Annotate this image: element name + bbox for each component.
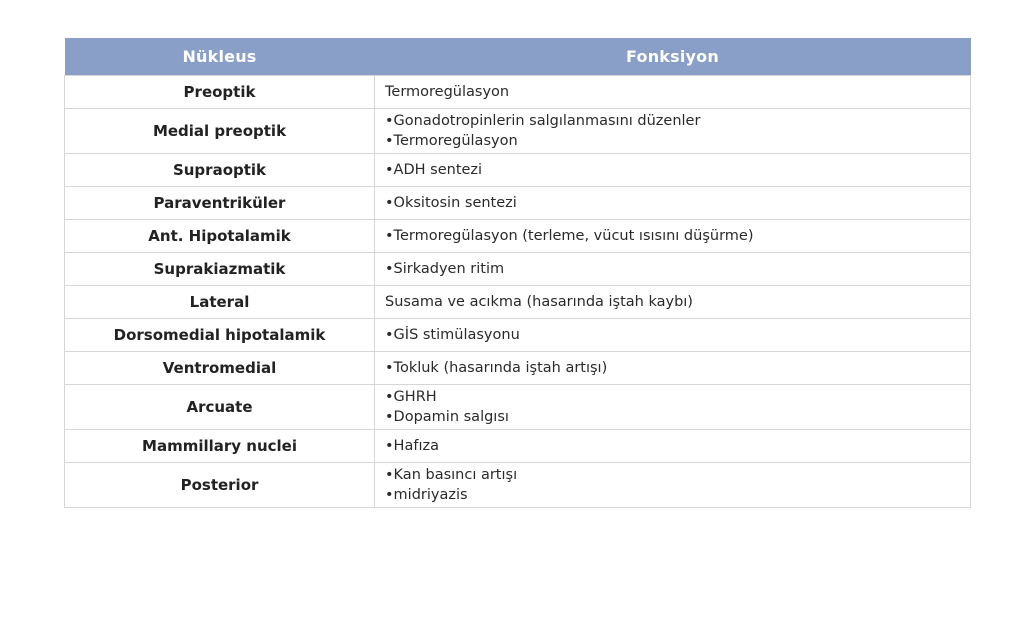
table-row [65, 187, 971, 220]
nucleus-function [375, 352, 971, 385]
function-line: •ADH sentezi [385, 162, 483, 178]
nucleus-function [375, 286, 971, 319]
header-row [65, 38, 971, 76]
header-nucleus: Nükleus [65, 38, 375, 76]
nucleus-name: Preoptik [65, 76, 375, 109]
table-row [65, 253, 971, 286]
nucleus-function [375, 154, 971, 187]
table-row [65, 385, 971, 430]
nucleus-function [375, 430, 971, 463]
nucleus-name: Ant. Hipotalamik [65, 220, 375, 253]
nucleus-name: Ventromedial [65, 352, 375, 385]
nucleus-name: Paraventriküler [65, 187, 375, 220]
table-row [65, 220, 971, 253]
nucleus-name: Mammillary nuclei [65, 430, 375, 463]
function-line: •Termoregülasyon (terleme, vücut ısısını düşürme) [385, 228, 754, 244]
nucleus-name: Medial preoptik [65, 109, 375, 154]
function-line: •Sirkadyen ritim [385, 261, 505, 277]
function-line: •Gonadotropinlerin salgılanmasını düzenler [385, 113, 701, 129]
nucleus-name: Arcuate [65, 385, 375, 430]
table-row [65, 286, 971, 319]
nucleus-name: Lateral [65, 286, 375, 319]
function-line: •GHRH [385, 389, 437, 405]
nucleus-function [375, 463, 971, 508]
table-row [65, 109, 971, 154]
nucleus-function [375, 385, 971, 430]
table-row [65, 154, 971, 187]
function-line: •Kan basıncı artışı [385, 467, 518, 483]
table-row [65, 430, 971, 463]
nucleus-name: Dorsomedial hipotalamik [65, 319, 375, 352]
header-function: Fonksiyon [375, 38, 971, 76]
function-line: •GİS stimülasyonu [385, 327, 520, 343]
table-row [65, 76, 971, 109]
function-line: •Termoregülasyon [385, 133, 518, 149]
function-line: •Hafıza [385, 438, 439, 454]
nucleus-function [375, 220, 971, 253]
function-line: •Oksitosin sentezi [385, 195, 517, 211]
function-line: •Dopamin salgısı [385, 409, 509, 425]
table-header [65, 38, 971, 76]
nucleus-function [375, 187, 971, 220]
nucleus-name: Suprakiazmatik [65, 253, 375, 286]
nucleus-function-table-container [64, 38, 970, 508]
nucleus-name: Posterior [65, 463, 375, 508]
nucleus-function [375, 76, 971, 109]
table-body [65, 76, 971, 508]
function-line: Termoregülasyon [385, 84, 510, 100]
function-line: Susama ve acıkma (hasarında iştah kaybı) [385, 294, 693, 310]
table-row [65, 463, 971, 508]
nucleus-function-table [64, 38, 971, 508]
nucleus-name: Supraoptik [65, 154, 375, 187]
table-row [65, 352, 971, 385]
nucleus-function [375, 319, 971, 352]
nucleus-function [375, 253, 971, 286]
table-row [65, 319, 971, 352]
function-line: •midriyazis [385, 487, 468, 503]
nucleus-function [375, 109, 971, 154]
function-line: •Tokluk (hasarında iştah artışı) [385, 360, 608, 376]
